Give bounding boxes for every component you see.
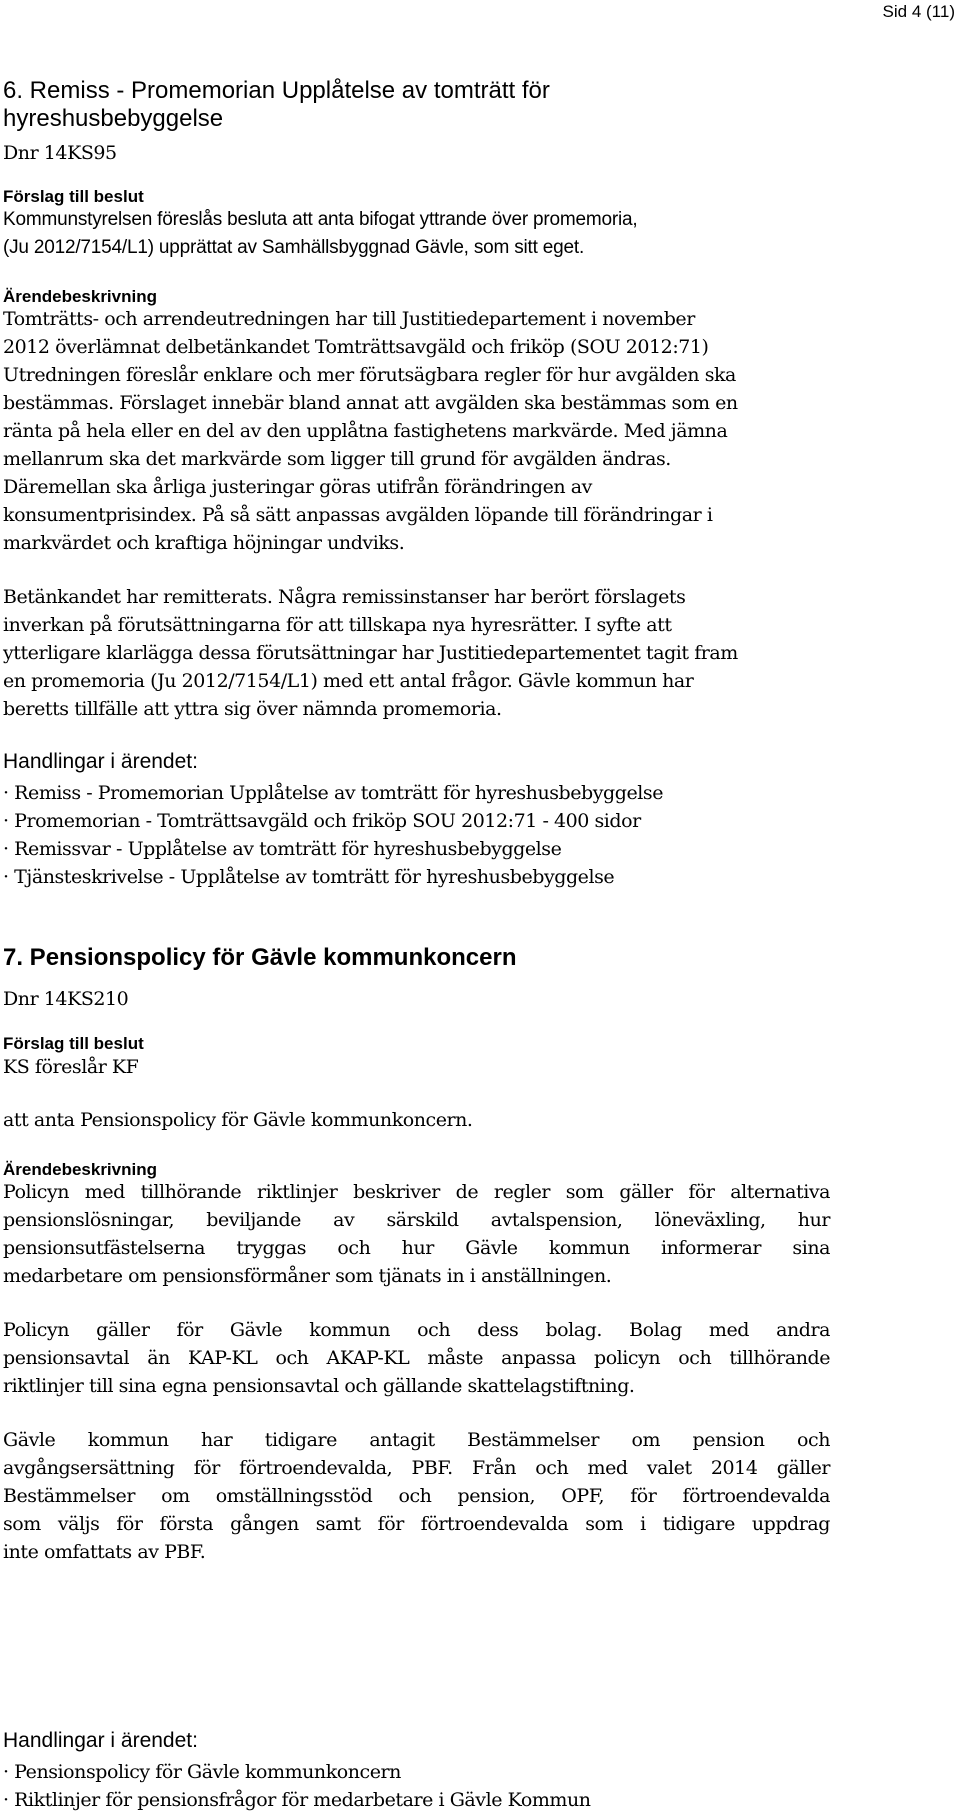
section-6-document-item: · Remissvar - Upplåtelse av tomträtt för hyreshusbebyggelse bbox=[3, 838, 562, 860]
section-7-dnr: Dnr 14KS210 bbox=[3, 988, 129, 1010]
section-7-para2-line: Policyn gäller för Gävle kommun och dess bolag. Bolag med andra bbox=[3, 1319, 830, 1341]
section-7-para2-line: riktlinjer till sina egna pensionsavtal och gällande skattelagstiftning. bbox=[3, 1375, 635, 1397]
section-6-document-item: · Promemorian - Tomträttsavgäld och friköp SOU 2012:71 - 400 sidor bbox=[3, 810, 641, 832]
section-6-description2-line: en promemoria (Ju 2012/7154/L1) med ett antal frågor. Gävle kommun har bbox=[3, 670, 694, 692]
section-6-description-label: Ärendebeskrivning bbox=[3, 287, 157, 306]
section-6-documents-label: Handlingar i ärendet: bbox=[3, 750, 198, 773]
page-number: Sid 4 (11) bbox=[882, 2, 955, 21]
section-6-description-line: konsumentprisindex. På så sätt anpassas avgälden löpande till förändringar i bbox=[3, 504, 713, 526]
section-7-para1-line: pensionslösningar, beviljande av särskild avtalspension, löneväxling, hur bbox=[3, 1209, 830, 1231]
section-7-para1-line: pensionsutfästelserna tryggas och hur Gävle kommun informerar sina bbox=[3, 1237, 830, 1259]
section-6-description-line: Utredningen föreslår enklare och mer förutsägbara regler för hur avgälden ska bbox=[3, 364, 736, 386]
section-6-description-line: Tomträtts- och arrendeutredningen har till Justitiedepartement i november bbox=[3, 308, 695, 330]
section-7-para3-line: som väljs för första gången samt för förtroendevalda som i tidigare uppdrag bbox=[3, 1513, 830, 1535]
section-7-proposal-label: Förslag till beslut bbox=[3, 1034, 144, 1053]
section-6-dnr: Dnr 14KS95 bbox=[3, 142, 117, 164]
section-7-para3-line: Bestämmelser om omställningsstöd och pension, OPF, för förtroendevalda bbox=[3, 1485, 830, 1507]
section-6-title-line-2: hyreshusbebyggelse bbox=[3, 105, 224, 132]
section-7-description-label: Ärendebeskrivning bbox=[3, 1160, 157, 1179]
section-6-description-line: bestämmas. Förslaget innebär bland annat att avgälden ska bestämmas som en bbox=[3, 392, 738, 414]
section-6-description2-line: Betänkandet har remitterats. Några remissinstanser har berört förslagets bbox=[3, 586, 686, 608]
section-6-proposal-label: Förslag till beslut bbox=[3, 187, 144, 206]
section-6-description-line: markvärdet och kraftiga höjningar undviks. bbox=[3, 532, 405, 554]
section-7-document-item: · Pensionspolicy för Gävle kommunkoncern bbox=[3, 1761, 401, 1783]
section-7-proposal-line: att anta Pensionspolicy för Gävle kommunkoncern. bbox=[3, 1109, 473, 1131]
section-6-description-line: Däremellan ska årliga justeringar göras utifrån förändringen av bbox=[3, 476, 592, 498]
section-6-description2-line: ytterligare klarlägga dessa förutsättningar har Justitiedepartementet tagit fram bbox=[3, 642, 738, 664]
section-6-proposal-line: Kommunstyrelsen föreslås besluta att anta bifogat yttrande över promemoria, bbox=[3, 209, 638, 230]
section-6-description2-line: beretts tillfälle att yttra sig över nämnda promemoria. bbox=[3, 698, 502, 720]
section-6-document-item: · Remiss - Promemorian Upplåtelse av tomträtt för hyreshusbebyggelse bbox=[3, 782, 663, 804]
section-7-para3-line: avgångsersättning för förtroendevalda, PBF. Från och med valet 2014 gäller bbox=[3, 1457, 830, 1479]
section-6-description-line: ränta på hela eller en del av den upplåtna fastighetens markvärde. Med jämna bbox=[3, 420, 728, 442]
section-7-proposal-line: KS föreslår KF bbox=[3, 1056, 139, 1078]
section-6-description-line: 2012 överlämnat delbetänkandet Tomträttsavgäld och friköp (SOU 2012:71) bbox=[3, 336, 709, 358]
section-7-title: 7. Pensionspolicy för Gävle kommunkoncern bbox=[3, 944, 517, 971]
section-6-description2-line: inverkan på förutsättningarna för att tillskapa nya hyresrätter. I syfte att bbox=[3, 614, 672, 636]
section-6-description-line: mellanrum ska det markvärde som ligger till grund för avgälden ändras. bbox=[3, 448, 671, 470]
section-7-para1-line: medarbetare om pensionsförmåner som tjänats in i anställningen. bbox=[3, 1265, 612, 1287]
section-6-title-line-1: 6. Remiss - Promemorian Upplåtelse av tomträtt för bbox=[3, 77, 550, 104]
section-7-para3-line: inte omfattats av PBF. bbox=[3, 1541, 206, 1563]
section-7-para1-line: Policyn med tillhörande riktlinjer beskriver de regler som gäller för alternativa bbox=[3, 1181, 830, 1203]
section-6-proposal-line: (Ju 2012/7154/L1) upprättat av Samhällsbyggnad Gävle, som sitt eget. bbox=[3, 237, 585, 258]
section-7-para2-line: pensionsavtal än KAP-KL och AKAP-KL måste anpassa policyn och tillhörande bbox=[3, 1347, 830, 1369]
section-7-document-item: · Riktlinjer för pensionsfrågor för medarbetare i Gävle Kommun bbox=[3, 1789, 591, 1811]
section-7-para3-line: Gävle kommun har tidigare antagit Bestämmelser om pension och bbox=[3, 1429, 830, 1451]
section-6-document-item: · Tjänsteskrivelse - Upplåtelse av tomträtt för hyreshusbebyggelse bbox=[3, 866, 615, 888]
section-7-documents-label: Handlingar i ärendet: bbox=[3, 1729, 198, 1752]
